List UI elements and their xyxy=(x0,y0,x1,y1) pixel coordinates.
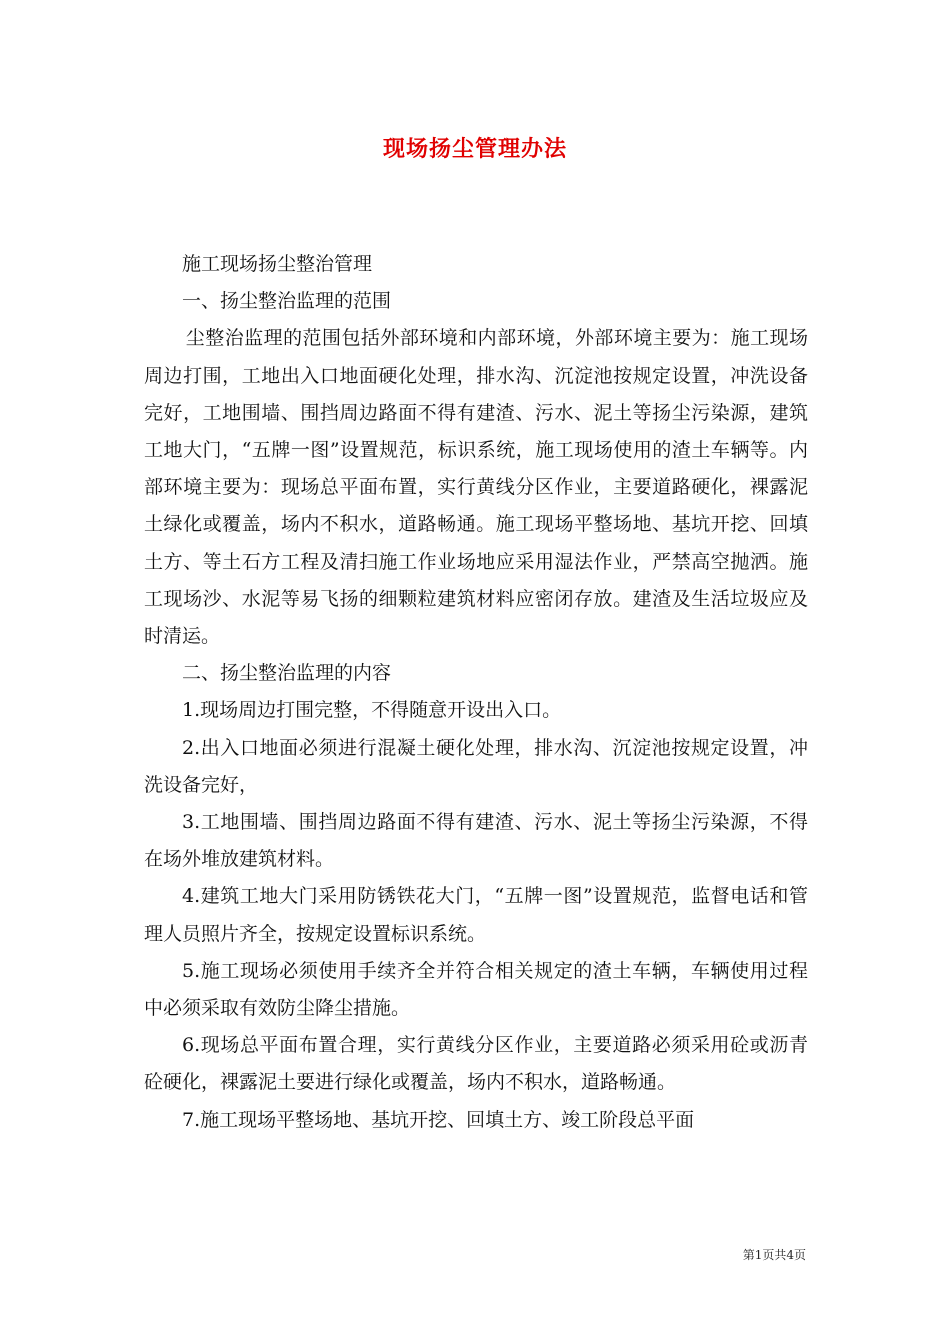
section-heading-2: 二、扬尘整治监理的内容 xyxy=(182,662,392,685)
list-item-5: 5.施工现场必须使用手续齐全并符合相关规定的渣土车辆，车辆使用过程中必须采取有效防尘降尘措施。 xyxy=(144,959,808,1020)
document-title: 现场扬尘管理办法 xyxy=(382,136,567,162)
section-heading-1: 一、扬尘整治监理的范围 xyxy=(182,290,392,313)
list-item-4: 4.建筑工地大门采用防锈铁花大门，“五牌一图”设置规范，监督电话和管理人员照片齐全，按规定设置标识系统。 xyxy=(144,885,808,945)
list-item-7: 7.施工现场平整场地、基坑开挖、回填土方、竣工阶段总平面 xyxy=(182,1108,695,1131)
list-item-1: 1.现场周边打围完整，不得随意开设出入口。 xyxy=(182,699,562,722)
page-number: 第1页共4页 xyxy=(742,1248,806,1262)
document-body xyxy=(144,246,808,1139)
paragraph-heading: 施工现场扬尘整治管理 xyxy=(182,253,373,275)
list-item-6: 6.现场总平面布置合理，实行黄线分区作业，主要道路必须采用砼或沥青砼硬化，裸露泥土要进行绿化或覆盖，场内不积水，道路畅通。 xyxy=(144,1034,808,1094)
list-item-3: 3.工地围墙、围挡周边路面不得有建渣、污水、泥土等扬尘污染源，不得在场外堆放建筑材料。 xyxy=(144,811,808,871)
list-item-2: 2.出入口地面必须进行混凝土硬化处理，排水沟、沉淀池按规定设置，冲洗设备完好， xyxy=(144,736,808,796)
paragraph-scope: 尘整治监理的范围包括外部环境和内部环境，外部环境主要为：施工现场周边打围，工地出入口地面硬化处理，排水沟、沉淀池按规定设置，冲洗设备完好，工地围墙、围挡周边路面不得有建渣、污水、泥土等扬尘污染源，建筑工地大门，“五牌一图”设置规范，标识系统，施工现场使用的渣土车辆等。内部环境主要为：现场总平面布置，实行黄线分区作业，主要道路硬化，裸露泥土绿化或覆盖，场内不积水，道路畅通。施工现场平整场地、基坑开挖、回填土方、等土石方工程及清扫施工作业场地应采用湿法作业，严禁高空抛洒。施工现场沙、水泥等易飞扬的细颗粒建筑材料应密闭存放。建渣及生活垃圾应及时清运。 xyxy=(144,327,808,648)
